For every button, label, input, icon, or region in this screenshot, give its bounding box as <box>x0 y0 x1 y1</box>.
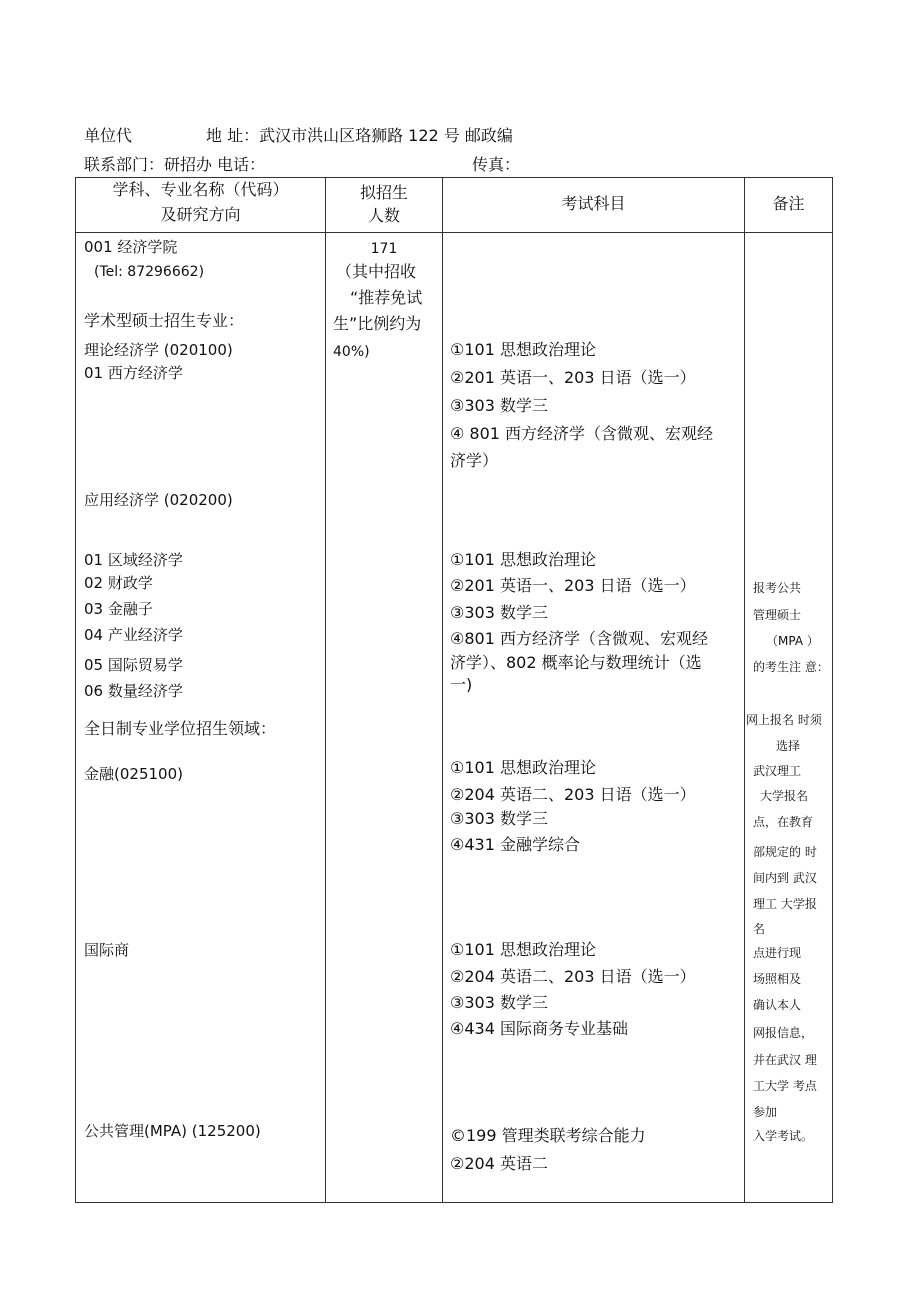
exam-subject: 济学）、802 概率论与数理统计（选 <box>450 653 702 672</box>
fax: 传真： <box>472 155 521 174</box>
major-international-business: 国际商 <box>84 941 130 959</box>
col4-header: 备注 <box>772 194 805 213</box>
enrollment-count: 171 <box>370 241 398 257</box>
direction-western-economics: 01 西方经济学 <box>84 364 183 382</box>
exam-subject: ④434 国际商务专业基础 <box>450 1019 628 1038</box>
exam-subject: 一) <box>450 675 473 694</box>
remark-line: 点，在教育 <box>753 815 814 829</box>
remark-line: 武汉理工 <box>753 764 802 778</box>
dept-phone: 联系部门：研招办 电话： <box>84 155 266 174</box>
major-finance: 金融(025100) <box>84 765 183 783</box>
exam-subject: ③303 数学三 <box>450 809 548 828</box>
exam-subject: ②201 英语一、203 日语（选一） <box>450 368 696 387</box>
remark-line: 的考生注 意： <box>753 660 829 674</box>
direction-item: 02 财政学 <box>84 574 153 592</box>
major-mpa: 公共管理(MPA) (125200) <box>84 1122 261 1140</box>
remark-line: 管理硕士 <box>753 608 802 622</box>
exam-subject: ④431 金融学综合 <box>450 835 580 854</box>
remark-line: （MPA ） <box>766 634 819 648</box>
major-applied-economics: 应用经济学 (020200) <box>84 491 233 509</box>
exam-subject: ④801 西方经济学（含微观、宏观经 <box>450 629 708 648</box>
remark-line: 确认本人 <box>753 998 802 1012</box>
remark-line: 点进行现 <box>753 946 802 960</box>
remark-line: 网上报名 时须 <box>746 713 822 727</box>
exam-subject: ①101 思想政治理论 <box>450 758 596 777</box>
remark-line: 入学考试。 <box>753 1129 814 1143</box>
exam-subject: ②204 英语二 <box>450 1154 548 1173</box>
remark-line: 名 <box>753 922 766 936</box>
remark-line: 参加 <box>753 1105 778 1119</box>
col1-header-line1: 学科、专业名称（代码） <box>112 180 289 199</box>
remark-line: 网报信息， <box>753 1026 814 1040</box>
direction-item: 03 金融子 <box>84 600 153 618</box>
remark-line: 并在武汉 理 <box>753 1053 817 1067</box>
remark-line: 场照相及 <box>753 972 802 986</box>
exam-subject: ②204 英语二、203 日语（选一） <box>450 967 696 986</box>
col3-header: 考试科目 <box>561 194 626 213</box>
col2-header-line2: 人数 <box>367 206 400 225</box>
remark-line: 理工 大学报 <box>753 897 817 911</box>
remark-line: 选择 <box>776 739 801 753</box>
direction-item: 01 区域经济学 <box>84 551 183 569</box>
major-theoretical-economics: 理论经济学 (020100) <box>84 341 233 359</box>
remark-line: 间内到 武汉 <box>753 871 817 885</box>
remark-line: 报考公共 <box>753 581 802 595</box>
remark-line: 工大学 考点 <box>753 1079 817 1093</box>
academic-heading: 学术型硕士招生专业： <box>84 311 245 330</box>
direction-item: 04 产业经济学 <box>84 626 183 644</box>
exam-subject: ①101 思想政治理论 <box>450 550 596 569</box>
address: 地 址：武汉市洪山区珞狮路 122 号 邮政编 <box>206 126 513 145</box>
exam-subject: ①101 思想政治理论 <box>450 340 596 359</box>
exam-subject: ③303 数学三 <box>450 396 548 415</box>
remark-line: 大学报名 <box>760 789 809 803</box>
unit-code-label: 单位代 <box>84 126 133 145</box>
col1-header-line2: 及研究方向 <box>160 205 241 224</box>
enrollment-note-line: “推荐免试 <box>350 288 423 307</box>
enrollment-note-line: （其中招收 <box>336 262 417 281</box>
direction-item: 05 国际贸易学 <box>84 656 183 674</box>
enrollment-note-line: 40%) <box>333 344 370 360</box>
school-name: 001 经济学院 <box>84 238 178 256</box>
exam-subject: ③303 数学三 <box>450 993 548 1012</box>
exam-subject: ①101 思想政治理论 <box>450 940 596 959</box>
exam-subject: ②204 英语二、203 日语（选一） <box>450 785 696 804</box>
remark-line: 部规定的 时 <box>753 845 817 859</box>
exam-subject: ②201 英语一、203 日语（选一） <box>450 576 696 595</box>
direction-item: 06 数量经济学 <box>84 682 183 700</box>
exam-subject: 济学） <box>450 451 499 470</box>
exam-subject: ©199 管理类联考综合能力 <box>450 1126 646 1145</box>
school-tel: (Tel: 87296662) <box>94 264 205 280</box>
col2-header-line1: 拟招生 <box>359 183 408 202</box>
exam-subject: ④ 801 西方经济学（含微观、宏观经 <box>450 424 714 443</box>
fulltime-heading: 全日制专业学位招生领域： <box>84 719 277 738</box>
enrollment-note-line: 生”比例约为 <box>333 314 422 333</box>
exam-subject: ③303 数学三 <box>450 603 548 622</box>
